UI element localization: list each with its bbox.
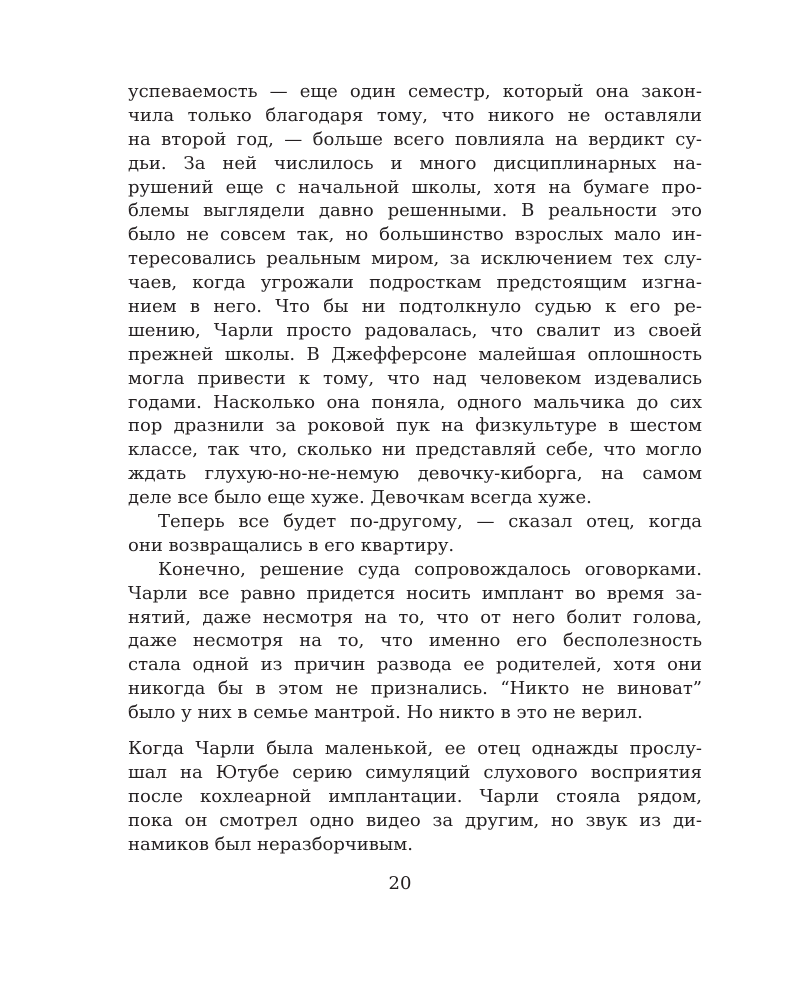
text-line: даже несмотря на то, что именно его бесполезность bbox=[128, 630, 702, 652]
text-line: после кохлеарной имплантации. Чарли стояла рядом, bbox=[128, 785, 702, 807]
text-line: нятий, даже несмотря на то, что от него болит голова, bbox=[128, 606, 702, 628]
text-line: никогда бы в этом не признались. “Никто не виноват” bbox=[128, 678, 702, 700]
text-line: чила только благодаря тому, что никого не оставляли bbox=[128, 104, 702, 126]
text-line: Теперь все будет по-другому, — сказал отец, когда bbox=[158, 511, 702, 533]
text-line: дьи. За ней числилось и много дисциплинарных на- bbox=[128, 152, 702, 174]
text-line: стала одной из причин развода ее родителей, хотя они bbox=[128, 654, 702, 676]
text-line: рушений еще с начальной школы, хотя на бумаге про- bbox=[128, 176, 702, 198]
text-line: чаев, когда угрожали подросткам предстоящим изгна- bbox=[128, 272, 702, 294]
text-line: нием в него. Что бы ни подтолкнуло судью к его ре- bbox=[128, 296, 702, 318]
text-line: пор дразнили за роковой пук на физкультуре в шестом bbox=[128, 415, 702, 437]
text-line: Чарли все равно придется носить имплант во время за- bbox=[128, 582, 702, 604]
text-line: деле все было еще хуже. Девочкам всегда хуже. bbox=[128, 487, 592, 509]
text-line: прежней школы. В Джефферсоне малейшая оплошность bbox=[128, 343, 702, 365]
text-line: тересовались реальным миром, за исключением тех слу- bbox=[128, 248, 702, 270]
text-section-2 bbox=[128, 737, 702, 856]
text-line: они возвращались в его квартиру. bbox=[128, 534, 455, 556]
text-line: было не совсем так, но большинство взрослых мало ин- bbox=[128, 224, 702, 246]
page-number: 20 bbox=[388, 873, 412, 894]
text-line: классе, так что, сколько ни представляй себе, что могло bbox=[128, 439, 702, 461]
text-line: успеваемость — еще один семестр, который она закон- bbox=[128, 81, 702, 102]
text-line: Когда Чарли была маленькой, ее отец однажды прослу- bbox=[128, 738, 702, 759]
text-line: было у них в семье мантрой. Но никто в это не верил. bbox=[128, 702, 643, 724]
text-line: Конечно, решение суда сопровождалось оговорками. bbox=[158, 558, 702, 580]
text-line: могла привести к тому, что над человеком издевались bbox=[128, 367, 702, 389]
text-line: на второй год, — больше всего повлияла на вердикт су- bbox=[128, 128, 702, 150]
text-line: шал на Ютубе серию симуляций слухового восприятия bbox=[128, 761, 702, 783]
text-line: пока он смотрел одно видео за другим, но звук из ди- bbox=[128, 809, 702, 831]
text-line: блемы выглядели давно решенными. В реальности это bbox=[128, 200, 702, 222]
text-line: шению, Чарли просто радовалась, что свалит из своей bbox=[128, 319, 702, 341]
text-line: намиков был неразборчивым. bbox=[128, 833, 413, 855]
text-section-1 bbox=[128, 80, 702, 725]
text-line: годами. Насколько она поняла, одного мальчика до сих bbox=[128, 391, 702, 413]
text-line: ждать глухую-но-не-немую девочку-киборга, на самом bbox=[128, 463, 702, 485]
